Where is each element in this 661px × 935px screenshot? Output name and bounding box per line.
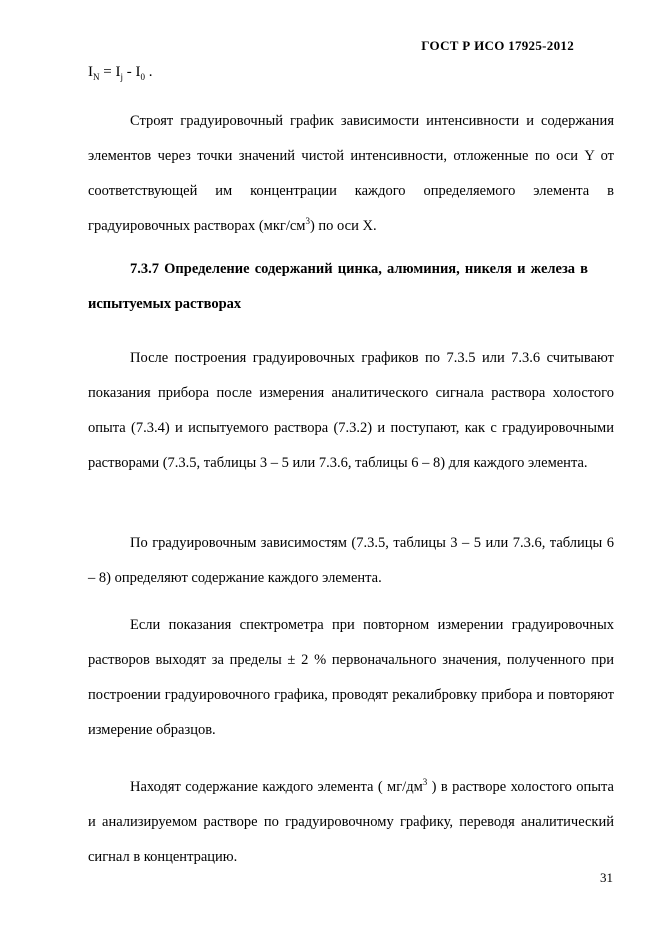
paragraph-reading-instrument: После построения градуировочных графиков по 7.3.5 или 7.3.6 считывают показания прибора после измерения аналитического сигнала раствора холостого опыта (7.3.4) и испытуемого раствора (7.3.2) и поступают, как с градуировочными растворами (7.3.5, таблицы 3 – 5 или 7.3.6, таблицы 6 – 8) для каждого элемента. — [88, 350, 614, 471]
paragraph-calibration-graph: Строят градуировочный график зависимости интенсивности и содержания элементов через точки значений чистой интенсивности, отложенные по оси Y от соответствующей им концентрации каждого определяемого элемента в градуировочных растворах $(мкг/см^3)$ по оси X. — [88, 113, 614, 234]
paragraph-find-content: Находят содержание каждого элемента ( $мг/дм^3$ ) в растворе холостого опыта и анализируемом растворе по градуировочному графику, переводя аналитический сигнал в концентрацию. — [88, 777, 614, 865]
net-intensity-formula: $I_N = I_j - I_0$ . — [88, 64, 153, 82]
paragraph-determine-content: По градуировочным зависимостям (7.3.5, таблицы 3 – 5 или 7.3.6, таблицы 6 – 8) определяют содержание каждого элемента. — [88, 535, 614, 586]
paragraph-recalibration: Если показания спектрометра при повторном измерении градуировочных растворов выходят за пределы ± 2 % первоначального значения, полученного при построении градуировочного графика, проводят рекалибровку прибора и повторяют измерение образцов. — [88, 617, 614, 738]
document-header: ГОСТ Р ИСО 17925-2012 — [421, 38, 574, 53]
section-heading-7-3-7: 7.3.7 Определение содержаний цинка, алюминия, никеля и железа в испытуемых растворах — [88, 261, 588, 312]
page-number: 31 — [600, 870, 613, 885]
